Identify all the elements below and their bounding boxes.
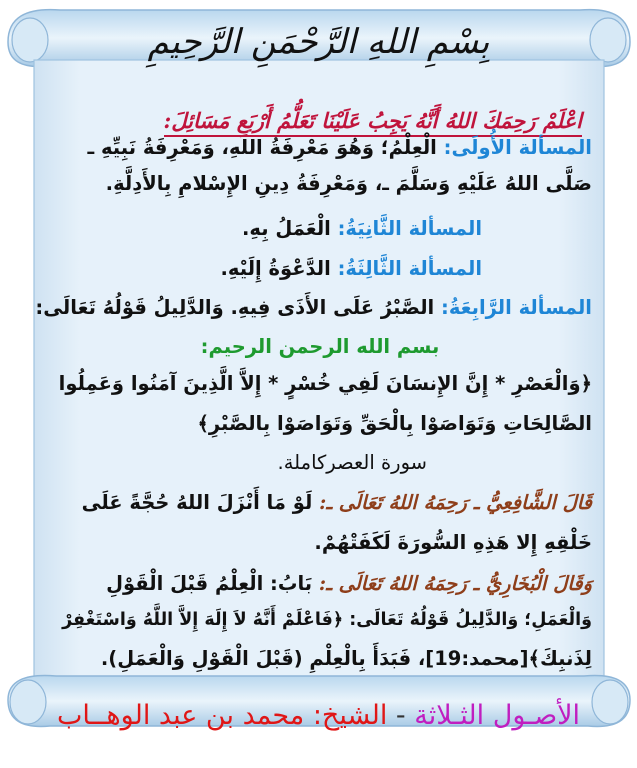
verse-line-1: ﴿وَالْعَصْرِ * إِنَّ الإِنسَانَ لَفِي خُسْرٍ * إِلاَّ الَّذِينَ آمَنُوا وَعَمِلُوا xyxy=(58,372,592,395)
author-name: الشيخ: محمد بن عبد الوهــاب xyxy=(56,700,388,731)
bukhari-label: وَقَالَ الْبُخَارِيُّ ـ رَحِمَهُ اللهُ تَعَالَى ـ: xyxy=(318,572,592,595)
verse-line-2: الصَّالِحَاتِ وَتَوَاصَوْا بِالْحَقِّ وَتَوَاصَوْا بِالصَّبْرِ﴾ xyxy=(197,412,592,435)
basmala-green-line: بسم الله الرحمن الرحيم: xyxy=(200,335,440,358)
shafii-continuation: خَلْقِهِ إِلا هَذِهِ السُّورَةَ لَكَفَتْهُمْ. xyxy=(314,531,592,554)
issue-2-label: المسألة الثَّانِيَةُ: xyxy=(337,217,482,240)
issue-1-line xyxy=(88,136,592,159)
shafii-line xyxy=(82,491,592,514)
shafii-text: لَوْ مَا أَنْزَلَ اللهُ حُجَّةً عَلَى xyxy=(81,491,313,514)
issue-1-label: المسألة الأُولَى: xyxy=(443,136,592,159)
issue-4-label: المسألة الرَّابِعَةُ: xyxy=(441,296,592,319)
footer-separator: - xyxy=(395,700,406,731)
issue-2-text: الْعَمَلُ بِهِ. xyxy=(241,217,331,240)
verse-source: سورة العصركاملة. xyxy=(277,451,427,474)
issue-4-line xyxy=(35,296,592,319)
issue-2-line xyxy=(242,217,482,240)
issue-3-label: المسألة الثَّالِثَةُ: xyxy=(337,257,482,280)
book-title: الأصـول الثـلاثة xyxy=(414,700,581,731)
bukhari-line xyxy=(106,572,592,595)
main-heading: اعْلَمْ رَحِمَكَ اللهُ أَنَّهُ يَجِبُ عَلَيْنَا تَعَلُّمُ أَرْبَعِ مَسَائِلَ: xyxy=(164,108,582,137)
shafii-label: قَالَ الشَّافِعِيُّ ـ رَحِمَهُ اللهُ تَعَالَى ـ: xyxy=(319,491,592,514)
issue-1-text: الْعِلْمُ؛ وَهُوَ مَعْرِفَةُ اللهِ، وَمَعْرِفَةُ نَبِيِّهِ ـ xyxy=(87,136,437,159)
footer-title-bar xyxy=(0,700,637,731)
bukhari-line-3: لِذَنبِكَ﴾[محمد:19]، فَبَدَأَ بِالْعِلْمِ (قَبْلَ الْقَوْلِ وَالْعَمَلِ). xyxy=(100,647,592,670)
bukhari-line-2: وَالْعَمَلِ؛ وَالدَّلِيلُ قَوْلُهُ تَعَالَى: ﴿فَاعْلَمْ أَنَّهُ لاَ إِلَهَ إِلاَّ اللَّهُ وَاسْتَغْفِرْ xyxy=(62,610,592,630)
issue-4-text: الصَّبْرُ عَلَى الأَذَى فِيهِ. وَالدَّلِيلُ قَوْلُهُ تَعَالَى: xyxy=(35,296,435,319)
issue-3-line xyxy=(221,257,483,280)
bukhari-text: بَابُ: الْعِلْمُ قَبْلَ الْقَوْلِ xyxy=(106,572,313,595)
issue-3-text: الدَّعْوَةُ إِلَيْهِ. xyxy=(220,257,331,280)
basmala-calligraphy: بِسْمِ اللهِ الرَّحْمَنِ الرَّحِيمِ xyxy=(147,22,490,62)
issue-1-continuation: صَلَّى اللهُ عَلَيْهِ وَسَلَّمَ ـ، وَمَعْرِفَةُ دِينِ الإِسْلامِ بِالأَدِلَّةِ. xyxy=(105,172,592,195)
